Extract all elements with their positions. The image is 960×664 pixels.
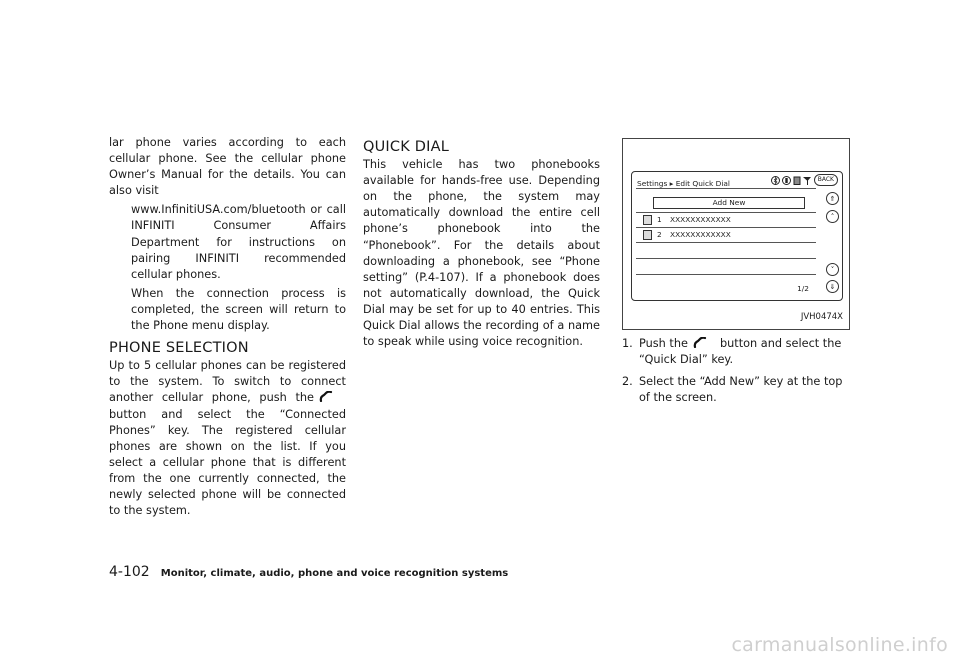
- page-down-icon[interactable]: ⇓: [826, 280, 839, 293]
- screen-title: Settings ▸ Edit Quick Dial: [637, 179, 730, 188]
- status-bar: [771, 174, 838, 186]
- divider: [636, 274, 816, 275]
- scroll-up-icon[interactable]: ˄: [826, 210, 839, 223]
- text: button and select the “Connected Phones” key. The registered cellular phones are shown on the list. If you select a cellular phone that is different from the one currently connected, the newly selected phone will be connected to the system.: [109, 407, 346, 518]
- section-heading-phone-selection: PHONE SELECTION: [109, 340, 249, 357]
- phone-icon: [693, 337, 707, 348]
- entry-number: 2: [657, 229, 662, 239]
- scroll-down-icon[interactable]: ˅: [826, 263, 839, 276]
- page-footer: [109, 561, 508, 580]
- page-up-icon[interactable]: ⇑: [826, 192, 839, 205]
- paragraph: When the connection process is completed, the screen will return to the Phone menu display.: [131, 286, 346, 333]
- middle-column: [363, 139, 600, 353]
- right-column: [622, 138, 855, 412]
- steps-list: [622, 336, 855, 406]
- entry-name: XXXXXXXXXXXX: [670, 214, 731, 224]
- section-title: Monitor, climate, audio, phone and voice recognition systems: [160, 568, 509, 579]
- figure-edit-quick-dial: [622, 138, 850, 330]
- screen-illustration: [631, 171, 843, 301]
- entry-number: 1: [657, 214, 662, 224]
- section-heading-quick-dial: QUICK DIAL: [363, 139, 449, 155]
- text: button and select the “Quick Dial” key.: [639, 337, 842, 367]
- paragraph: lar phone varies according to each cellular phone. See the cellular phone Owner’s Manual for the details. You can also visit: [109, 136, 346, 198]
- watermark: carmanualsonline.info: [731, 634, 948, 656]
- signal-icon: [803, 176, 812, 185]
- list-item: [622, 374, 855, 406]
- step-number: 2.: [622, 375, 633, 389]
- add-new-button[interactable]: Add New: [653, 197, 805, 209]
- text: Up to 5 cellular phones can be registered to the system. To switch to connect another cellular phone, push the: [109, 359, 346, 405]
- contact-icon: [643, 230, 652, 240]
- list-item[interactable]: [643, 214, 731, 226]
- battery-icon: [793, 176, 801, 185]
- text: Push the: [639, 337, 688, 350]
- page-number: 4-102: [109, 564, 150, 580]
- back-button[interactable]: BACK: [814, 174, 838, 186]
- divider: [636, 188, 816, 189]
- phone-status-icon: [782, 176, 791, 185]
- paragraph: [109, 358, 346, 519]
- text: Select the “Add New” key at the top of the screen.: [639, 375, 843, 405]
- figure-id: JVH0474X: [800, 311, 843, 322]
- list-item: [622, 336, 855, 368]
- page-indicator: 1/2: [797, 283, 809, 293]
- paragraph: www.InfinitiUSA.com/bluetooth or call INFINITI Consumer Affairs Department for instructions on pairing INFINITI recommended cellular phones.: [131, 203, 346, 281]
- divider: [636, 258, 816, 259]
- left-column: [109, 135, 346, 522]
- bluetooth-icon: [771, 176, 780, 185]
- entry-name: XXXXXXXXXXXX: [670, 229, 731, 239]
- phone-icon: [319, 391, 333, 402]
- step-number: 1.: [622, 337, 633, 350]
- contact-icon: [643, 215, 652, 225]
- paragraph: This vehicle has two phonebooks available for hands-free use. Depending on the phone, the system may automatically download the entire cell phone’s phonebook into the “Phonebook”. For the details about downloading a phonebook, see “Phone setting” (P.4-107). If a phonebook does not automatically download, the Quick Dial may be set for up to 40 entries. This Quick Dial allows the recording of a name to speak while using voice recognition.: [363, 158, 600, 349]
- divider: [636, 242, 816, 243]
- list-item[interactable]: [643, 229, 731, 241]
